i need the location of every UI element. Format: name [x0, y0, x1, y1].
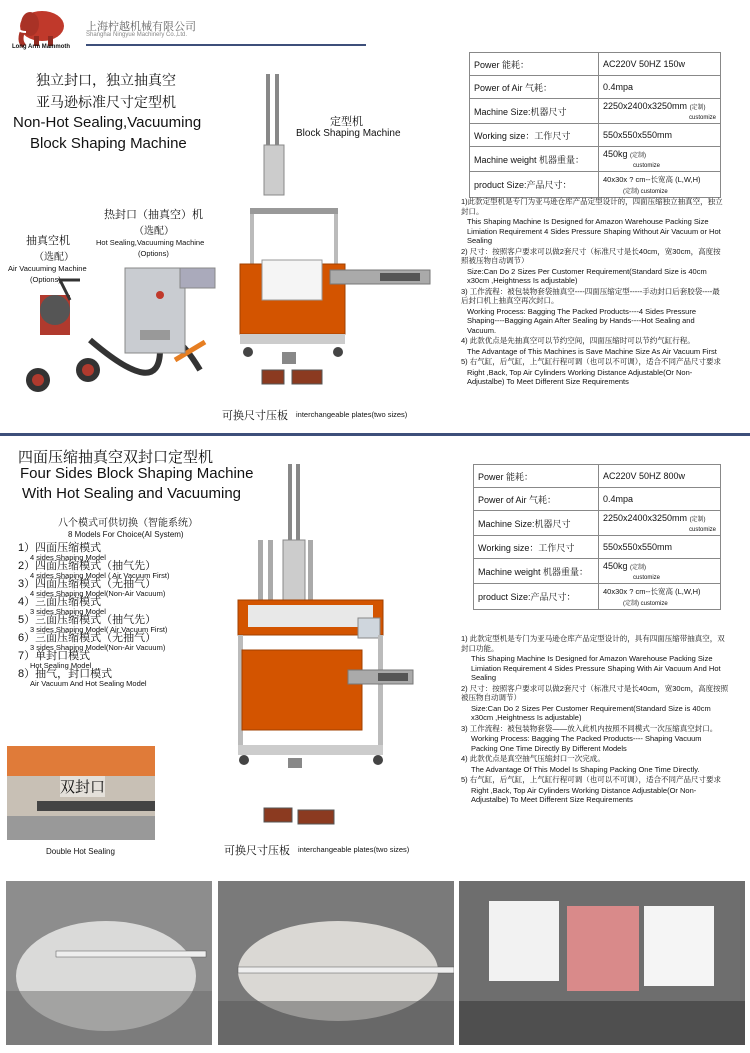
note-text: Size:Can Do 2 Sizes Per Customer Requirement(Standard Size is 40cm x30cm ,Heightness Is adjustable) — [471, 703, 711, 722]
s1-title-cn-2: 亚马逊标准尺寸定型机 — [36, 94, 176, 110]
s2-title-cn: 四面压缩抽真空双封口定型机 — [18, 449, 214, 466]
note-text: This Shaping Machine Is Designed for Amazon Warehouse Packing Size Limiation Requirement 4 Sides Pressure Shaping With Air Vacuum And Hot Sealing — [471, 654, 721, 682]
s1-hot-label-cn-1: 热封口（抽真空）机 — [104, 209, 203, 221]
spec-value: 2250x2400x3250mm — [602, 513, 688, 523]
product-photo-3 — [459, 881, 745, 1045]
mode-cn: 3）四面压缩模式（无抽气） — [18, 578, 157, 590]
spec-row — [474, 511, 721, 536]
spec-value: AC220V 50HZ 800w — [598, 465, 720, 488]
s2-title-en-1: Four Sides Block Shaping Machine — [20, 465, 254, 482]
mode-cn: 4）三面压缩模式 — [18, 596, 102, 608]
note-text: Size:Can Do 2 Sizes Per Customer Requirement(Standard Size is 40cm x30cm ,Heightness Is adjustable) — [467, 266, 707, 285]
mode-cn: 2）四面压缩模式（抽气先） — [18, 560, 157, 572]
spec-row — [470, 76, 721, 99]
spec-key: Power of Air 气耗： — [474, 488, 599, 511]
header-divider — [86, 44, 366, 46]
s1-plates-label-cn: 可换尺寸压板 — [222, 410, 288, 422]
spec-row — [474, 559, 721, 584]
s1-hot-label-cn-2: （选配） — [134, 226, 174, 237]
note-text: 3) 工作流程：被包装物套袋抽真空----四面压缩定型-----手动封口后套胶袋----最后封口机上抽真空再次封口。 — [461, 286, 720, 305]
block-shaping-machine-image — [240, 74, 430, 384]
spec-row — [470, 172, 721, 198]
s1-vac-label-cn-1: 抽真空机 — [26, 235, 70, 247]
spec-note: (定制) customize — [622, 601, 668, 607]
mode-cn: 1）四面压缩模式 — [18, 542, 102, 554]
s2-plates-label-en: interchangeable plates(two sizes) — [298, 845, 410, 854]
s2-plates-label-cn: 可换尺寸压板 — [224, 845, 290, 857]
note-text: 2) 尺寸：按照客户要求可以做2套尺寸（标准尺寸是长40cm，宽30cm，高度按照被压物自动调节） — [461, 683, 729, 702]
spec-value: 40x30x ? cm--长宽高 (L,W,H) — [602, 587, 701, 596]
spec-row — [474, 488, 721, 511]
spec-key: Power 能耗： — [474, 465, 599, 488]
spec-note: (定制) — [689, 105, 706, 111]
mode-cn: 7）单封口模式 — [18, 650, 91, 662]
spec-row — [470, 124, 721, 147]
spec-note: (定制) — [689, 517, 706, 523]
note-text: 5) 右气缸，后气缸，上气缸行程可调（也可以不可调），适合不同产品尺寸要求 — [461, 357, 722, 366]
s2-notes — [461, 634, 729, 806]
mode-en: 4 sides Shaping Model ( Air Vacuum First) — [30, 571, 170, 580]
s1-vac-label-en-1: Air Vacuuming Machine — [8, 264, 87, 273]
s2-spec-table — [473, 464, 721, 610]
note-text: Right ,Back, Top Air Cylinders Working Distance Adjustable(Or Non-Adjustalbe) To Meet Different Size Requirements — [471, 785, 697, 804]
s1-plates-label-en: interchangeable plates(two sizes) — [296, 410, 408, 419]
brand-caption: Long Arm Mammoth — [11, 44, 71, 50]
spec-key: Power 能耗： — [470, 53, 599, 76]
spec-value: AC220V 50HZ 150w — [598, 53, 720, 76]
s2-models-cn: 八个模式可供切换（智能系统） — [58, 518, 198, 529]
product-photo-1 — [6, 881, 212, 1045]
spec-key: product Size:产品尺寸： — [474, 584, 599, 610]
note-text: Working Process: Bagging The Packed Products---- Shaping Vacuum Packing One Time Directly By Different Models — [471, 734, 702, 753]
spec-key: product Size:产品尺寸： — [470, 172, 599, 198]
s1-vac-label-en-2: (Options) — [30, 275, 61, 284]
s2-models-en: 8 Models For Choice(AI System) — [68, 530, 184, 539]
mode-cn: 5）三面压缩模式（抽气先） — [18, 614, 157, 626]
s1-shaper-label-cn: 定型机 — [330, 116, 363, 128]
s1-title-cn-1: 独立封口，独立抽真空 — [36, 72, 176, 88]
double-sealing-label-cn: 双封口 — [60, 776, 105, 797]
spec-row — [470, 99, 721, 124]
s1-title-en-2: Block Shaping Machine — [30, 135, 187, 152]
spec-value: 450kg — [602, 149, 628, 159]
company-name-cn: 上海柠越机械有限公司 — [86, 21, 196, 33]
note-text: The Advantage Of This Model Is Shaping Packing One Time Directly. — [471, 764, 700, 774]
s2-title-en-2: With Hot Sealing and Vacuuming — [22, 485, 242, 502]
mode-en: 3 sides Shaping Model(Non-Air Vacuum) — [30, 643, 166, 652]
note-text: 2) 尺寸：按照客户要求可以做2套尺寸（标准尺寸是长40cm，宽30cm，高度按照被压物自动调节） — [461, 246, 721, 265]
spec-note: customize — [632, 575, 660, 581]
spec-note: customize — [632, 163, 660, 169]
spec-value: 2250x2400x3250mm — [602, 101, 688, 111]
s1-hot-label-en-2: (Options) — [138, 249, 169, 258]
spec-row — [474, 536, 721, 559]
spec-row — [470, 53, 721, 76]
spec-key: Machine weight 机器重量： — [474, 559, 599, 584]
s1-hot-label-en-1: Hot Sealing,Vacuuming Machine — [96, 238, 205, 247]
spec-note: customize — [688, 527, 716, 533]
note-text: 4) 此款优点是真空抽气压缩封口一次完成。 — [461, 754, 605, 763]
spec-value: 0.4mpa — [598, 76, 720, 99]
spec-note: (定制) — [630, 565, 647, 571]
mode-en: Air Vacuum And Hot Sealing Model — [30, 679, 147, 688]
product-photo-2 — [218, 881, 454, 1045]
spec-key: Machine Size:机器尺寸 — [470, 99, 599, 124]
s2-machine-illustration — [228, 460, 418, 830]
mode-en: 3 sides Shaping Model( Air Vacuum First) — [30, 625, 168, 634]
spec-key: Machine Size:机器尺寸 — [474, 511, 599, 536]
spec-note: (定制) customize — [622, 189, 668, 195]
hot-sealing-machine-image — [125, 268, 215, 353]
s1-vac-label-cn-2: （选配） — [34, 252, 74, 263]
note-text: Working Process: Bagging The Packed Products----4 Sides Pressure Shaping----Bagging Again After Sealing by Hands----Hot Sealing and Vacuum. — [467, 306, 696, 335]
note-text: This Shaping Machine Is Designed for Amazon Warehouse Packing Size Limiation Requirement 4 Sides Pressure Shaping Without Air Vacuum or Hot Sealing — [467, 217, 721, 245]
spec-row — [470, 147, 721, 172]
mode-cn: 6）三面压缩模式（无抽气） — [18, 632, 157, 644]
spec-note: (定制) — [630, 153, 647, 159]
spec-value: 550x550x550mm — [598, 536, 720, 559]
note-text: 3) 工作流程：被包装物套袋——放入此机内按照不同模式一次压缩真空封口。 — [461, 723, 718, 733]
spec-value: 0.4mpa — [598, 488, 720, 511]
spec-value: 40x30x ? cm--长宽高 (L,W,H) — [602, 175, 701, 184]
section-divider — [0, 433, 750, 436]
spec-row — [474, 584, 721, 610]
s1-machines-illustration — [0, 70, 460, 410]
note-text: The Advantage of This Machines is Save Machine Size As Air Vacuum First — [467, 346, 717, 356]
spec-row — [474, 465, 721, 488]
spec-key: Power of Air 气耗： — [470, 76, 599, 99]
note-text: Right ,Back, Top Air Cylinders Working Distance Adjustable(Or Non-Adjustalbe) To Meet Different Size Requirements — [467, 367, 693, 386]
mode-en: 3 sides Shaping Model — [30, 607, 106, 616]
company-name-en: Shanghai Ningyue Machinery Co.,Ltd. — [86, 32, 188, 38]
spec-key: Working size：工作尺寸 — [470, 124, 599, 147]
s1-spec-table — [469, 52, 721, 198]
spec-value: 550x550x550mm — [598, 124, 720, 147]
note-text: 4) 此款优点是先抽真空可以节约空间，四面压缩时可以节约气缸行程。 — [461, 336, 695, 345]
mode-cn: 8）抽气，封口模式 — [18, 668, 113, 680]
spec-key: Working size：工作尺寸 — [474, 536, 599, 559]
mode-en: 4 sides Shaping Model(Non-Air Vacuum) — [30, 589, 166, 598]
mode-en: 4 sides Shaping Model — [30, 553, 106, 562]
s2-mode-list — [18, 544, 218, 688]
mode-en: Hot Sealing Model — [30, 661, 92, 670]
s1-notes — [461, 197, 723, 388]
spec-value: 450kg — [602, 561, 628, 571]
note-text: 1)此款定型机是专门为亚马逊仓库产品定型设计的，四面压缩独立抽真空，独立封口。 — [461, 197, 723, 216]
spec-key: Machine weight 机器重量： — [470, 147, 599, 172]
s1-shaper-label-en: Block Shaping Machine — [296, 128, 401, 139]
note-text: 5) 右气缸，后气缸，上气缸行程可调（也可以不可调），适合不同产品尺寸要求 — [461, 775, 722, 784]
s1-title-en-1: Non-Hot Sealing,Vacuuming — [13, 114, 202, 131]
spec-note: customize — [688, 115, 716, 121]
note-text: 1) 此款定型机是专门为亚马逊仓库产品定型设计的，具有四面压缩带抽真空，双封口功能。 — [461, 634, 725, 653]
double-sealing-label-en: Double Hot Sealing — [46, 847, 115, 856]
